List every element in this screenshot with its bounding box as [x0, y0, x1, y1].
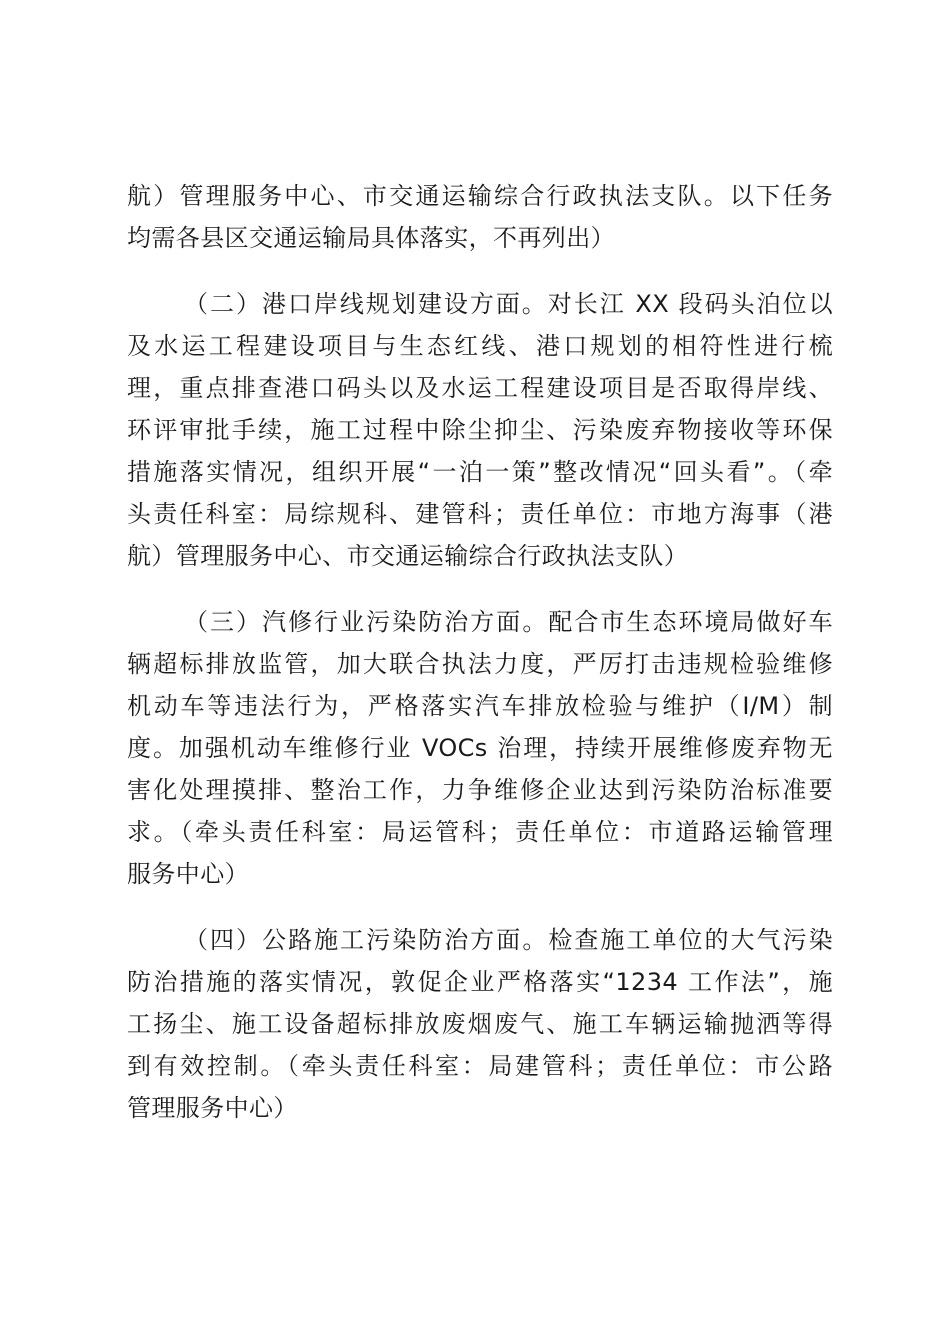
text-line: 管理服务中心） — [127, 1094, 298, 1122]
text-line: 求。（牵头责任科室：局运管科；责任单位：市道路运输管理 — [127, 818, 833, 846]
text-line: 理，重点排查港口码头以及水运工程建设项目是否取得岸线、 — [127, 374, 833, 402]
text-line: （四）公路施工污染防治方面。检查施工单位的大气污染 — [184, 926, 833, 954]
text-line: 度。加强机动车维修行业 VOCs 治理，持续开展维修废弃物无 — [127, 734, 833, 762]
document-body — [127, 175, 833, 1153]
text-line: 及水运工程建设项目与生态红线、港口规划的相符性进行梳 — [127, 332, 833, 360]
paragraph-section-4 — [127, 919, 833, 1129]
text-line: 头责任科室：局综规科、建管科；责任单位：市地方海事（港 — [127, 500, 833, 528]
text-line: 服务中心） — [127, 860, 249, 888]
text-line: 均需各县区交通运输局具体落实，不再列出） — [127, 224, 615, 252]
text-line: 环评审批手续，施工过程中除尘抑尘、污染废弃物接收等环保 — [127, 416, 833, 444]
paragraph-continuation — [127, 175, 833, 259]
text-line: 措施落实情况，组织开展“一泊一策”整改情况“回头看”。（牵 — [127, 458, 833, 486]
text-line: 航）管理服务中心、市交通运输综合行政执法支队。以下任务 — [127, 182, 833, 210]
text-line: 航）管理服务中心、市交通运输综合行政执法支队） — [127, 542, 689, 570]
text-line: 害化处理摸排、整治工作，力争维修企业达到污染防治标准要 — [127, 776, 833, 804]
text-line: 辆超标排放监管，加大联合执法力度，严厉打击违规检验维修 — [127, 650, 833, 678]
text-line: （二）港口岸线规划建设方面。对长江 XX 段码头泊位以 — [184, 290, 833, 318]
paragraph-section-2 — [127, 283, 833, 577]
paragraph-section-3 — [127, 601, 833, 895]
text-line: 工扬尘、施工设备超标排放废烟废气、施工车辆运输抛洒等得 — [127, 1010, 833, 1038]
text-line: （三）汽修行业污染防治方面。配合市生态环境局做好车 — [184, 608, 833, 636]
text-line: 防治措施的落实情况，敦促企业严格落实“1234 工作法”，施 — [127, 968, 833, 996]
text-line: 到有效控制。（牵头责任科室：局建管科；责任单位：市公路 — [127, 1052, 833, 1080]
text-line: 机动车等违法行为，严格落实汽车排放检验与维护（I/M）制 — [127, 692, 833, 720]
